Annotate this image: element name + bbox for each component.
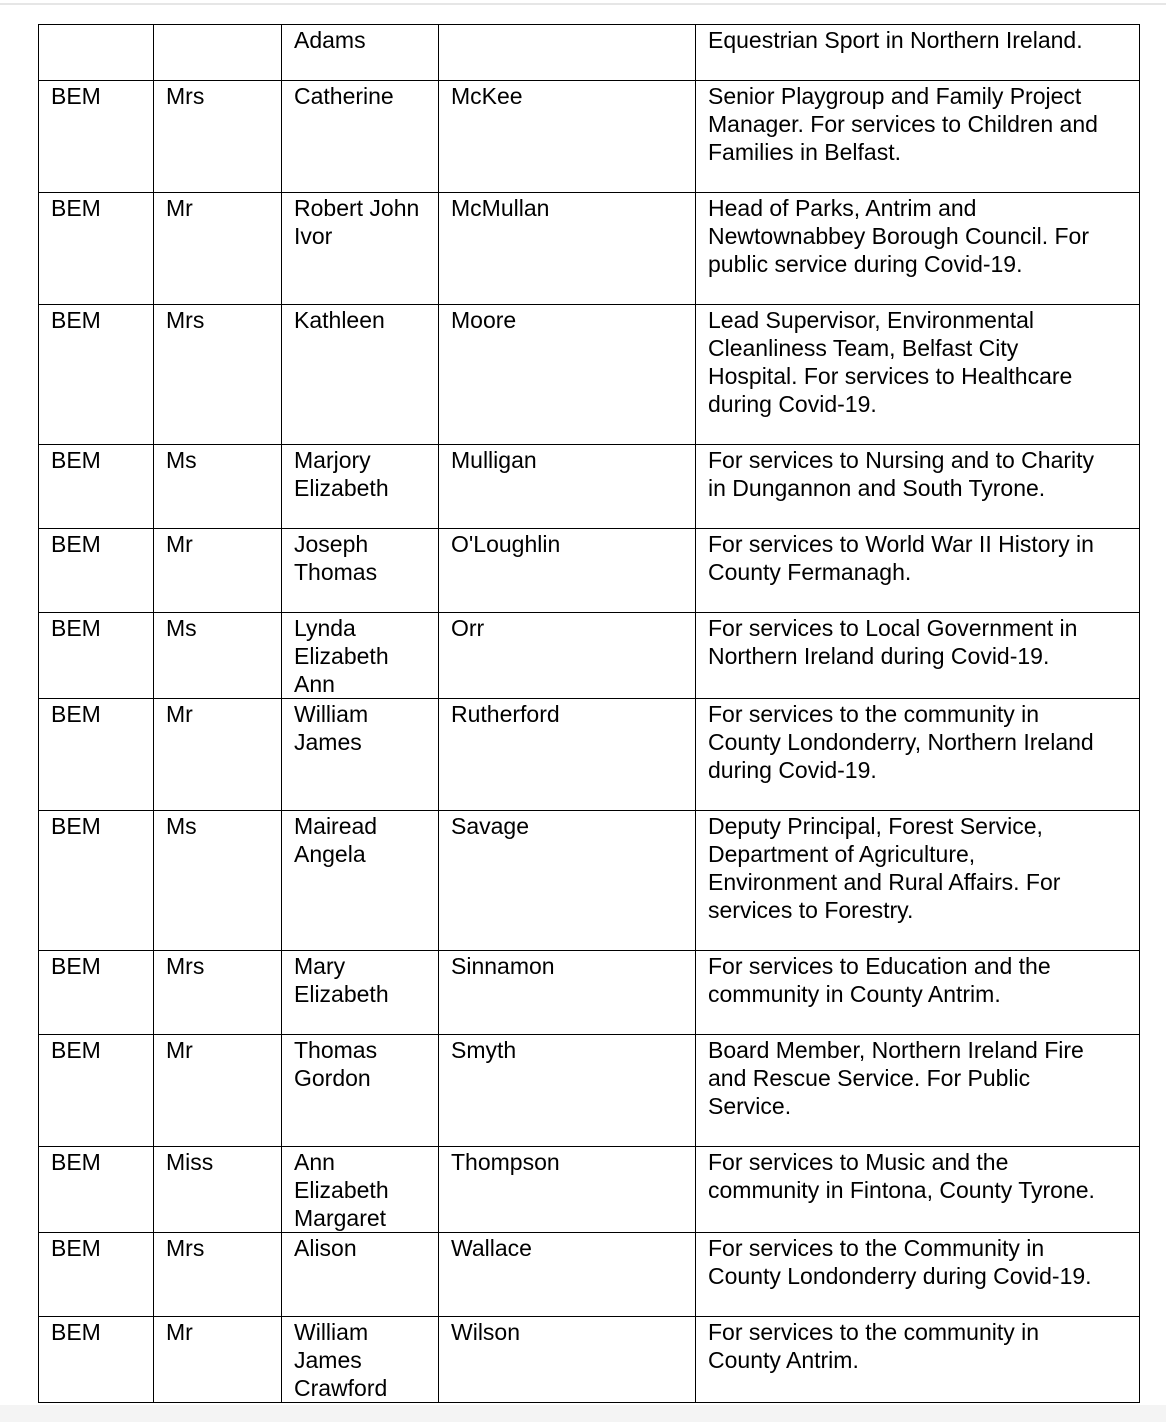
award-cell: BEM — [39, 1035, 154, 1147]
award-cell: BEM — [39, 811, 154, 951]
table-row — [39, 951, 1140, 1035]
citation-cell: Head of Parks, Antrim and Newtownabbey Borough Council. For public service during Covid-19. — [696, 193, 1140, 305]
title-cell: Mrs — [154, 1233, 282, 1317]
surname-cell: Rutherford — [439, 699, 696, 811]
title-cell: Mr — [154, 193, 282, 305]
surname-cell: Mulligan — [439, 445, 696, 529]
award-cell: BEM — [39, 951, 154, 1035]
award-cell: BEM — [39, 529, 154, 613]
table-row — [39, 529, 1140, 613]
forenames-cell: William James — [282, 699, 439, 811]
citation-cell: For services to the Community in County Londonderry during Covid-19. — [696, 1233, 1140, 1317]
award-cell: BEM — [39, 1317, 154, 1403]
surname-cell: Thompson — [439, 1147, 696, 1233]
forenames-cell: Adams — [282, 25, 439, 81]
forenames-cell: Lynda Elizabeth Ann — [282, 613, 439, 699]
title-cell — [154, 25, 282, 81]
award-cell: BEM — [39, 1147, 154, 1233]
forenames-cell: Mairead Angela — [282, 811, 439, 951]
title-cell: Mrs — [154, 951, 282, 1035]
title-cell: Ms — [154, 613, 282, 699]
table-row — [39, 613, 1140, 699]
surname-cell — [439, 25, 696, 81]
title-cell: Mr — [154, 1035, 282, 1147]
award-cell: BEM — [39, 81, 154, 193]
title-cell: Mrs — [154, 81, 282, 193]
surname-cell: Moore — [439, 305, 696, 445]
citation-cell: For services to Education and the community in County Antrim. — [696, 951, 1140, 1035]
table-row — [39, 699, 1140, 811]
title-cell: Mr — [154, 529, 282, 613]
forenames-cell: Mary Elizabeth — [282, 951, 439, 1035]
forenames-cell: Kathleen — [282, 305, 439, 445]
table-row — [39, 193, 1140, 305]
page-bottom-margin — [0, 1405, 1166, 1422]
award-cell — [39, 25, 154, 81]
title-cell: Mrs — [154, 305, 282, 445]
citation-cell: For services to Nursing and to Charity in Dungannon and South Tyrone. — [696, 445, 1140, 529]
title-cell: Ms — [154, 811, 282, 951]
citation-cell: For services to the community in County Londonderry, Northern Ireland during Covid-19. — [696, 699, 1140, 811]
title-cell: Mr — [154, 699, 282, 811]
surname-cell: Sinnamon — [439, 951, 696, 1035]
table-row — [39, 811, 1140, 951]
surname-cell: Savage — [439, 811, 696, 951]
award-cell: BEM — [39, 699, 154, 811]
citation-cell: For services to Local Government in Northern Ireland during Covid-19. — [696, 613, 1140, 699]
title-cell: Ms — [154, 445, 282, 529]
citation-cell: Equestrian Sport in Northern Ireland. — [696, 25, 1140, 81]
table-row — [39, 1317, 1140, 1403]
honours-list-table — [38, 24, 1140, 1403]
award-cell: BEM — [39, 193, 154, 305]
citation-cell: Deputy Principal, Forest Service, Department of Agriculture, Environment and Rural Affairs. For services to Forestry. — [696, 811, 1140, 951]
citation-cell: For services to World War II History in County Fermanagh. — [696, 529, 1140, 613]
title-cell: Miss — [154, 1147, 282, 1233]
citation-cell: Lead Supervisor, Environmental Cleanliness Team, Belfast City Hospital. For services to Healthcare during Covid-19. — [696, 305, 1140, 445]
forenames-cell: Ann Elizabeth Margaret — [282, 1147, 439, 1233]
citation-cell: For services to Music and the community in Fintona, County Tyrone. — [696, 1147, 1140, 1233]
surname-cell: Wallace — [439, 1233, 696, 1317]
table-row — [39, 1147, 1140, 1233]
table-row — [39, 1233, 1140, 1317]
surname-cell: Wilson — [439, 1317, 696, 1403]
forenames-cell: Robert John Ivor — [282, 193, 439, 305]
table-row — [39, 1035, 1140, 1147]
forenames-cell: Marjory Elizabeth — [282, 445, 439, 529]
surname-cell: McMullan — [439, 193, 696, 305]
citation-cell: For services to the community in County Antrim. — [696, 1317, 1140, 1403]
table-row — [39, 305, 1140, 445]
forenames-cell: Alison — [282, 1233, 439, 1317]
table-row — [39, 81, 1140, 193]
forenames-cell: Joseph Thomas — [282, 529, 439, 613]
citation-cell: Board Member, Northern Ireland Fire and Rescue Service. For Public Service. — [696, 1035, 1140, 1147]
table-row — [39, 25, 1140, 81]
citation-cell: Senior Playgroup and Family Project Manager. For services to Children and Families in Belfast. — [696, 81, 1140, 193]
forenames-cell: William James Crawford — [282, 1317, 439, 1403]
surname-cell: Orr — [439, 613, 696, 699]
forenames-cell: Catherine — [282, 81, 439, 193]
title-cell: Mr — [154, 1317, 282, 1403]
surname-cell: Smyth — [439, 1035, 696, 1147]
award-cell: BEM — [39, 613, 154, 699]
surname-cell: McKee — [439, 81, 696, 193]
award-cell: BEM — [39, 1233, 154, 1317]
forenames-cell: Thomas Gordon — [282, 1035, 439, 1147]
award-cell: BEM — [39, 305, 154, 445]
table-row — [39, 445, 1140, 529]
award-cell: BEM — [39, 445, 154, 529]
surname-cell: O'Loughlin — [439, 529, 696, 613]
page-top-divider — [0, 3, 1166, 5]
